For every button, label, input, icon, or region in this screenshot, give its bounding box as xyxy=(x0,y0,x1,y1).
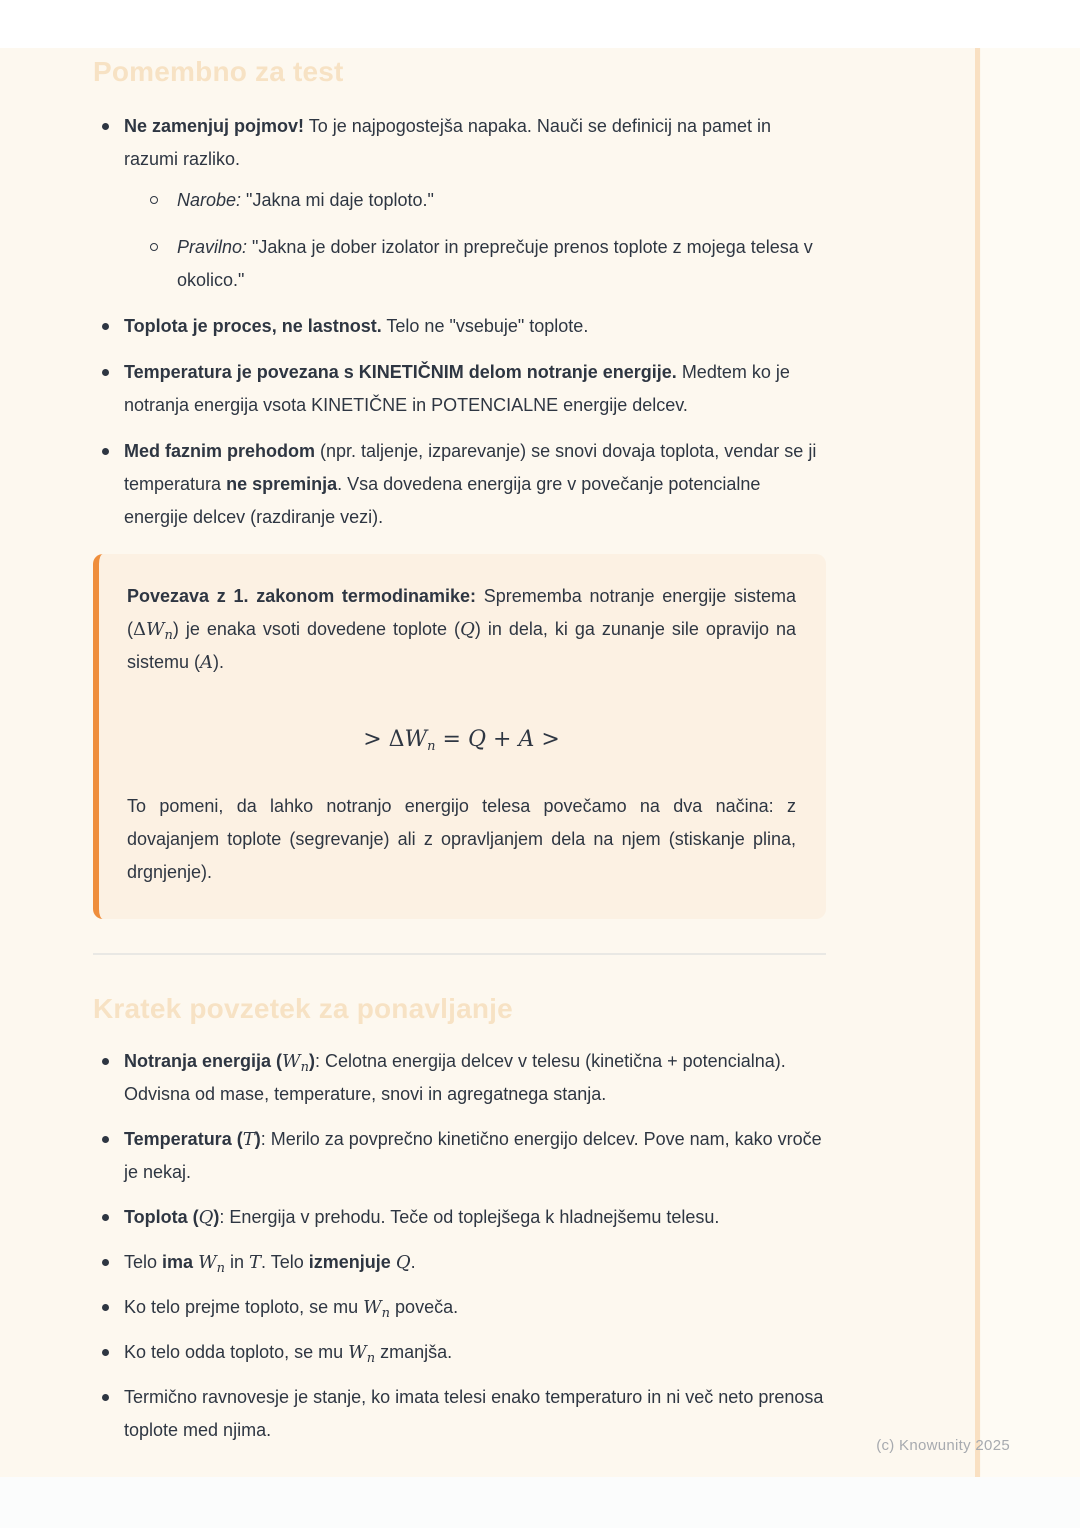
text: . Telo xyxy=(261,1252,304,1272)
summary-list xyxy=(93,1045,826,1447)
text-bold: Toplota je proces, ne lastnost. xyxy=(124,316,382,336)
text: ) in dela, ki ga zunanje sile opravijo na sistemu ( xyxy=(127,619,796,672)
page-edge-accent-line xyxy=(975,48,980,1477)
text: Sprememba notranje energije sistema ( xyxy=(127,586,796,639)
text-bold: ) xyxy=(254,1129,261,1149)
math-symbol-Q: Q xyxy=(467,727,487,752)
list-item-notranja-energija xyxy=(93,1045,826,1111)
text-bold: Notranja energija ( xyxy=(124,1051,283,1071)
text: Ko telo prejme toploto, se mu xyxy=(124,1297,359,1317)
text-bold: izmenjuje xyxy=(308,1252,391,1272)
formula-open: > Δ xyxy=(363,727,405,752)
list-item-pravilno xyxy=(124,231,826,297)
text: "Jakna je dober izolator in preprečuje prenos toplote z mojega telesa v okolico." xyxy=(177,237,813,290)
text: zmanjša. xyxy=(380,1342,453,1362)
formula-close: > xyxy=(534,727,560,752)
delta-symbol: Δ xyxy=(133,619,146,640)
important-sublist xyxy=(124,184,826,297)
list-item-ne-zamenjuj xyxy=(93,110,826,297)
text: Telo ne "vsebuje" toplote. xyxy=(386,316,589,336)
text-bold: ima xyxy=(162,1252,194,1272)
list-item-termicno-ravnovesje xyxy=(93,1381,826,1447)
math-symbol-Q: Q xyxy=(198,1207,214,1228)
text: poveča. xyxy=(395,1297,459,1317)
math-symbol-T: T xyxy=(249,1252,262,1273)
callout-paragraph-2: To pomeni, da lahko notranjo energijo telesa povečamo na dva načina: z dovajanjem toplote (segrevanje) ali z opravljanjem dela na njem (stiskanje plina, drgnjenje). xyxy=(127,796,796,882)
top-margin-strip xyxy=(0,0,1080,48)
list-item-fazni-prehod xyxy=(93,435,826,534)
math-symbol-T: T xyxy=(242,1129,255,1150)
math-subscript-n: n xyxy=(381,1306,391,1321)
copyright-footer: (c) Knowunity 2025 xyxy=(876,1437,1010,1454)
text: Medtem ko je notranja energija vsota KINETIČNE in POTENCIALNE energije delcev. xyxy=(124,362,790,415)
list-item-toplota-proces xyxy=(93,310,826,343)
formula-plus: + xyxy=(486,727,519,752)
text-bold: ne spreminja xyxy=(226,474,338,494)
math-symbol-W: W xyxy=(198,1252,217,1273)
math-subscript-n: n xyxy=(216,1261,225,1276)
text: (npr. taljenje, izparevanje) se snovi dovaja toplota, vendar se ji temperatura xyxy=(124,441,817,494)
list-item-telo-ima xyxy=(93,1246,826,1279)
text: . xyxy=(410,1252,416,1272)
text: Telo xyxy=(124,1252,158,1272)
section-heading-important: Pomembno za test xyxy=(93,56,344,87)
math-symbol-W: W xyxy=(404,727,428,752)
text-bold: ) xyxy=(308,1051,315,1071)
text-bold: Toplota ( xyxy=(124,1207,199,1227)
text-bold: Temperatura ( xyxy=(124,1129,243,1149)
math-symbol-A: A xyxy=(200,652,214,673)
text-bold: Temperatura je povezana s KINETIČNIM delom notranje energije. xyxy=(124,362,677,382)
page-right-margin xyxy=(981,48,1080,1477)
section-heading-summary: Kratek povzetek za ponavljanje xyxy=(93,993,513,1024)
text: Termično ravnovesje je stanje, ko imata telesi enako temperaturo in ni več neto prenosa toplote med njima. xyxy=(124,1387,824,1440)
text-italic: Pravilno: xyxy=(177,237,248,257)
text: . Vsa dovedena energija gre v povečanje potencialne energije delcev (razdiranje vezi). xyxy=(124,474,761,527)
section-divider xyxy=(93,953,826,955)
math-symbol-W: W xyxy=(146,619,165,640)
math-symbol-Q: Q xyxy=(395,1252,411,1273)
list-item-odda-toploto xyxy=(93,1336,826,1369)
callout-paragraph-1 xyxy=(127,580,796,679)
math-subscript-n: n xyxy=(366,1351,376,1366)
math-symbol-W: W xyxy=(282,1051,301,1072)
list-item-temperatura-kineticna xyxy=(93,356,826,422)
text: To je najpogostejša napaka. Nauči se definicij na pamet in razumi razliko. xyxy=(124,116,772,169)
text-bold: ) xyxy=(213,1207,220,1227)
list-item-toplota xyxy=(93,1201,826,1234)
text: ) je enaka vsoti dovedene toplote ( xyxy=(172,619,461,639)
text: in xyxy=(230,1252,245,1272)
list-item-narobe xyxy=(124,184,826,217)
list-item-temperatura xyxy=(93,1123,826,1189)
math-subscript-n: n xyxy=(164,628,173,643)
text: Ko telo odda toploto, se mu xyxy=(124,1342,344,1362)
math-symbol-W: W xyxy=(348,1342,367,1363)
math-subscript-n: n xyxy=(427,739,436,754)
important-list xyxy=(93,110,826,534)
math-symbol-W: W xyxy=(363,1297,382,1318)
notes-content xyxy=(93,48,826,1459)
text: : Merilo za povprečno kinetično energijo delcev. Pove nam, kako vroče je nekaj. xyxy=(124,1129,822,1182)
text: : Celotna energija delcev v telesu (kinetična + potencialna). Odvisna od mase, temperature, snovi in agregatnega stanja. xyxy=(124,1051,786,1104)
math-symbol-Q: Q xyxy=(460,619,475,640)
text: "Jakna mi daje toploto." xyxy=(241,190,434,210)
text: ). xyxy=(213,652,225,672)
formula-first-law xyxy=(127,719,796,760)
math-symbol-A: A xyxy=(518,727,535,752)
list-item-prejme-toploto xyxy=(93,1291,826,1324)
text-bold: Ne zamenjuj pojmov! xyxy=(124,116,305,136)
math-subscript-n: n xyxy=(300,1060,309,1075)
text-bold: Med faznim prehodom xyxy=(124,441,316,461)
text-bold: Povezava z 1. zakonom termodinamike: xyxy=(127,586,476,606)
text: : Energija v prehodu. Teče od toplejšega k hladnejšemu telesu. xyxy=(219,1207,720,1227)
callout-first-law xyxy=(93,554,826,919)
text-italic: Narobe: xyxy=(177,190,242,210)
formula-equals: = xyxy=(435,727,468,752)
